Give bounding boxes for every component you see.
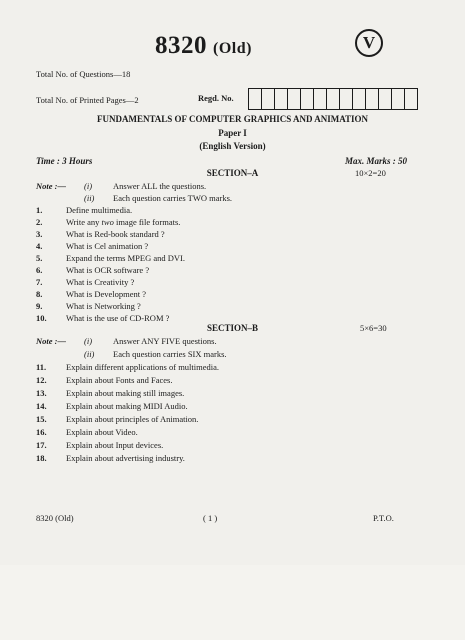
footer-page-number: ( 1 ): [203, 513, 218, 523]
footer-pto: P.T.O.: [373, 513, 394, 523]
section-a-note-label: Note :—: [36, 181, 66, 191]
total-pages: Total No. of Printed Pages—2: [36, 95, 139, 105]
section-a-note-2-num: (ii): [84, 193, 95, 203]
section-a-note-2: Each question carries TWO marks.: [113, 193, 233, 203]
section-b-note-2-num: (ii): [84, 349, 95, 359]
subject-title: FUNDAMENTALS OF COMPUTER GRAPHICS AND ANIMATION: [96, 114, 369, 124]
version-language: (English Version): [199, 141, 266, 151]
section-b-note-2: Each question carries SIX marks.: [113, 349, 227, 359]
time-allowed: Time : 3 Hours: [36, 156, 93, 166]
section-b-note-1: Answer ANY FIVE questions.: [113, 336, 217, 346]
section-a-title: SECTION–A: [206, 168, 259, 178]
version-mark: V: [355, 29, 383, 57]
regd-label: Regd. No.: [198, 93, 234, 103]
regd-number-boxes: [248, 88, 418, 110]
total-questions: Total No. of Questions—18: [36, 69, 131, 79]
section-b-marks: 5×6=30: [360, 323, 387, 333]
section-a-note-1-num: (i): [84, 181, 93, 191]
paper-sheet: 8320 (Old) V Total No. of Questions—18 Total No. of Printed Pages—2 Regd. No. FUNDAMENTALS OF COMPUTER GRAPHICS AND ANIMATION Paper I (English Version) Time : 3 Hours Max. Marks : 50 SECTION–A 10×2=20 Note :— (i) Answer ALL the questions. (ii) Each question carries TWO marks. 1. Define multimedia. 2. Write any two image file formats. 3. What is Red-book standard ? 4. What is Cel animation ? 5. Expand the terms MPEG and DVI. 6. What is OCR software ? 7. What is Creativity ? 8. What is Development ? 9. What is Networking ? 10. What is the use of CD-ROM ? SECTION–B 5×6=30 Note :— (i) Answer ANY FIVE questions. (ii) Each question carries SIX marks. 11. Explain different applications of multimedia. 12. Explain about Fonts and Faces. 13. Explain about making still images. 14. Explain about making MIDI Audio. 15. Explain about principles of Animation. 16. Explain about Video. 17. Explain about Input devices. 18. Explain about advertising industry. 8320 (Old) ( 1 ) P.T.O.: [0, 0, 465, 565]
section-b-title: SECTION–B: [206, 323, 259, 333]
footer-code: 8320 (Old): [36, 513, 74, 523]
paper-code: 8320 (Old): [155, 32, 252, 59]
section-a-note-1: Answer ALL the questions.: [113, 181, 207, 191]
paper-number: Paper I: [218, 128, 247, 138]
section-a-marks: 10×2=20: [355, 168, 386, 178]
section-b-note-1-num: (i): [84, 336, 93, 346]
paper-code-suffix: (Old): [213, 40, 252, 57]
max-marks: Max. Marks : 50: [345, 156, 408, 166]
section-b-note-label: Note :—: [36, 336, 66, 346]
